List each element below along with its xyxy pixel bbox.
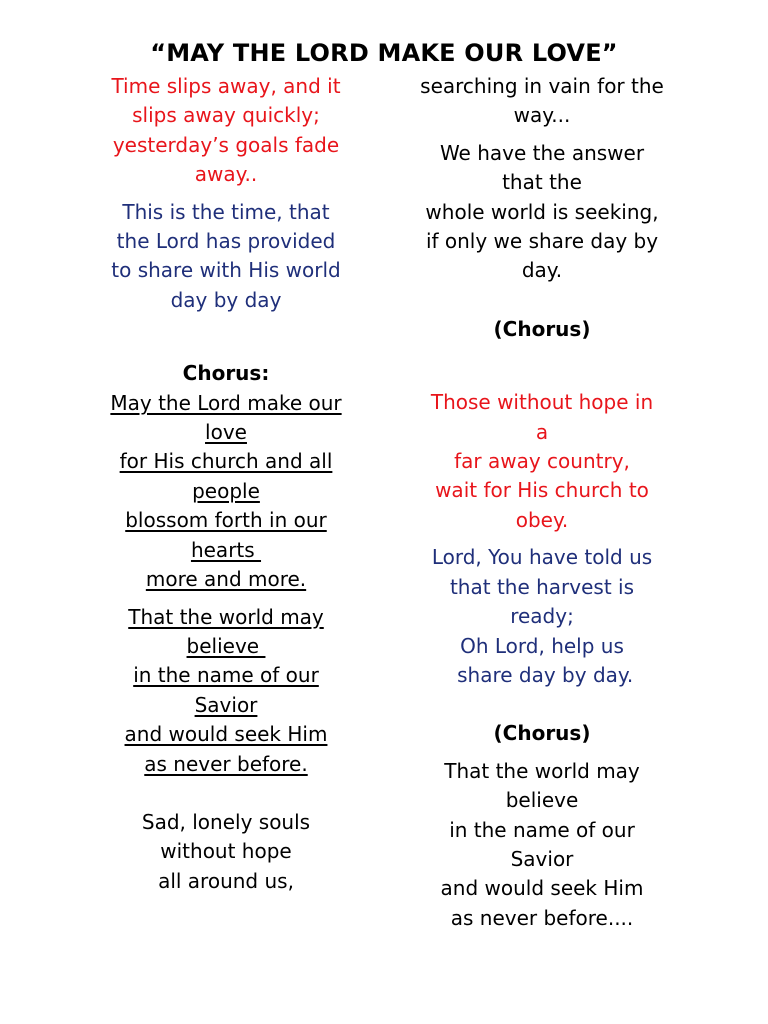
lyric-line: whole world is seeking,: [425, 199, 659, 224]
left-column: [88, 72, 364, 896]
lyric-line: That the world may: [444, 758, 640, 783]
lyric-line: day.: [521, 258, 563, 283]
verse-3-blue: [400, 543, 684, 690]
lyric-line: yesterday’s goals fade: [112, 132, 340, 157]
lyric-line: people: [192, 478, 260, 503]
lyric-line: wait for His church to: [435, 478, 649, 503]
lyric-line: that the: [502, 170, 582, 195]
lyric-line: believe: [505, 788, 579, 813]
lyric-line: That the world may: [128, 604, 324, 629]
verse-1-blue: [88, 198, 364, 316]
lyric-line: Time slips away, and it: [111, 74, 341, 98]
lyric-line: as never before.: [144, 751, 308, 776]
lyric-line: and would seek Him: [440, 876, 644, 901]
lyric-line: Lord, You have told us: [431, 545, 653, 570]
verse-2-end: [400, 72, 684, 131]
lyric-line: in the name of our: [449, 817, 635, 842]
lyric-line: ready;: [510, 604, 574, 629]
lyric-line: if only we share day by: [425, 229, 659, 254]
lyric-line: in the name of our: [133, 663, 319, 688]
lyric-line: Sad, lonely souls: [141, 809, 311, 834]
lyric-line: without hope: [160, 839, 292, 864]
lyric-line: as never before....: [450, 905, 634, 930]
lyric-line: all around us,: [158, 868, 294, 893]
lyric-line: Savior: [510, 846, 574, 871]
lyric-line: We have the answer: [439, 140, 645, 165]
lyric-line: slips away quickly;: [132, 103, 320, 128]
lyric-line: obey.: [515, 507, 569, 532]
lyric-line: more and more.: [145, 567, 307, 592]
lyric-line: This is the time, that: [122, 199, 330, 224]
chorus-ref-label: (Chorus): [493, 316, 591, 341]
verse-3-red: [400, 388, 684, 535]
lyric-line: and would seek Him: [124, 722, 328, 747]
lyric-line: the Lord has provided: [116, 229, 336, 254]
lyric-line: a: [535, 419, 549, 444]
lyric-line: way...: [513, 103, 571, 128]
lyric-line: for His church and all: [119, 449, 333, 474]
verse-1-red: [88, 72, 364, 190]
ending-block: [400, 757, 684, 933]
lyric-line: away..: [194, 162, 258, 187]
chorus-ref-label: (Chorus): [493, 721, 591, 746]
verse-2-start: [88, 808, 364, 896]
right-column: [400, 72, 684, 933]
lyric-line: Oh Lord, help us: [460, 633, 624, 658]
lyric-line: love: [205, 420, 247, 445]
lyric-line: May the Lord make our: [110, 390, 342, 415]
verse-2-answer: [400, 139, 684, 286]
chorus-heading: Chorus:: [182, 361, 270, 386]
chorus-reference-2: [400, 719, 684, 748]
lyric-line: day by day: [170, 287, 282, 312]
lyric-line: blossom forth in our: [125, 508, 327, 533]
lyric-line: that the harvest is: [449, 574, 635, 599]
chorus-reference-1: [400, 315, 684, 344]
lyric-line: share day by day.: [450, 662, 634, 687]
lyric-line: to share with His world: [111, 258, 341, 283]
chorus-block: [88, 359, 364, 594]
lyric-line: Those without hope in: [430, 390, 654, 415]
lyric-line: Savior: [194, 692, 258, 717]
song-title: “MAY THE LORD MAKE OUR LOVE”: [150, 39, 618, 67]
lyric-line: searching in vain for the: [420, 74, 664, 98]
lyric-line: far away country,: [454, 449, 630, 474]
lyric-line: hearts: [190, 537, 262, 562]
chorus-block-2: [88, 603, 364, 779]
lyric-line: believe: [186, 633, 266, 658]
